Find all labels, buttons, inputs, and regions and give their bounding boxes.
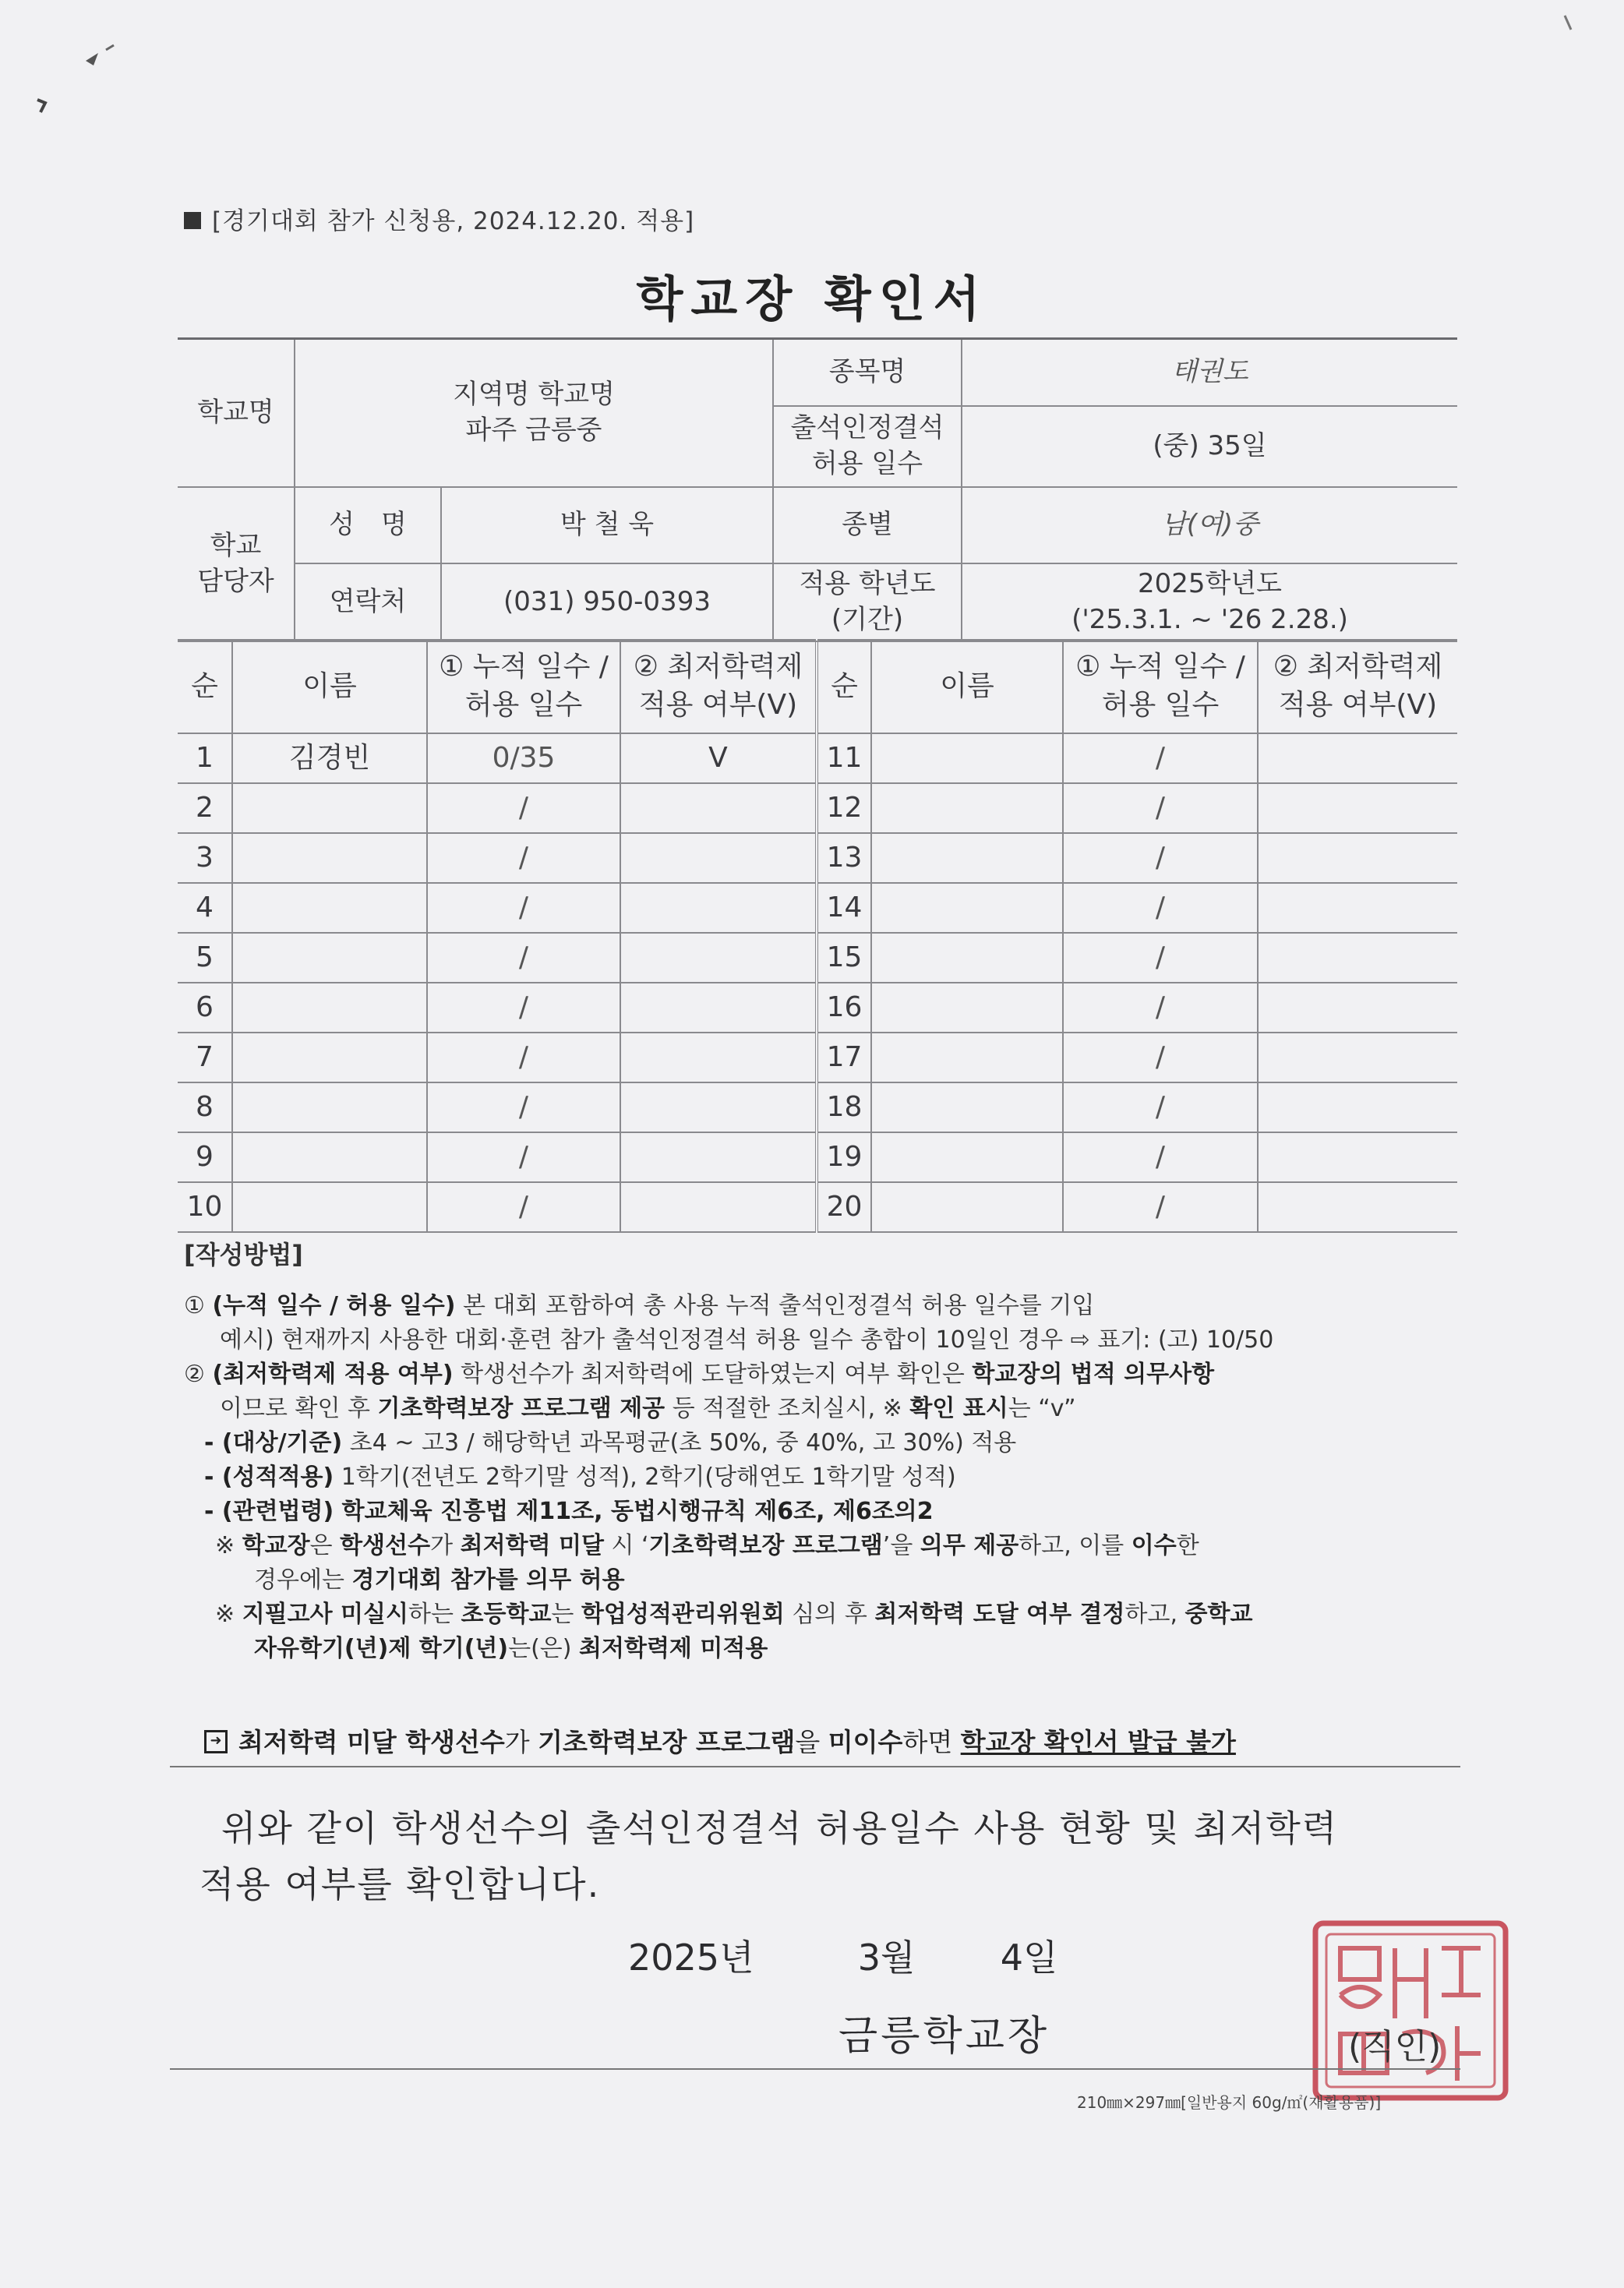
student-name	[871, 983, 1063, 1033]
min-check-cell	[620, 833, 817, 883]
year-cell	[962, 563, 1457, 641]
days-cell: /	[427, 1132, 620, 1182]
date-year: 2025년	[628, 1937, 754, 1979]
name-value: 박 철 욱	[441, 487, 773, 563]
days-cell: /	[1063, 1082, 1258, 1132]
row-number: 13	[817, 833, 871, 883]
table-row	[178, 1132, 1457, 1182]
min-check-cell	[620, 783, 817, 833]
sport-value: 태권도	[962, 339, 1457, 406]
row-number: 8	[178, 1082, 232, 1132]
row-number: 3	[178, 833, 232, 883]
roster-table	[178, 639, 1457, 1233]
official-seal	[1309, 1917, 1512, 2104]
school-header: 지역명 학교명	[453, 378, 615, 410]
student-name	[232, 1082, 427, 1132]
method-item-2: ② (최저학력제 적용 여부) 학생선수가 최저학력에 도달하였는지 여부 확인은 학교장의 법적 의무사항	[184, 1361, 1215, 1388]
min-check-cell	[620, 1082, 817, 1132]
student-name: 김경빈	[232, 733, 427, 783]
contact-value: (031) 950-0393	[441, 563, 773, 641]
method-target: - (대상/기준) 초4 ~ 고3 / 해당학년 과목평균(초 50%, 중 40%, 고 30%) 적용	[204, 1429, 1017, 1456]
manager-label: 학교 담당자	[178, 487, 295, 641]
student-name	[871, 883, 1063, 933]
student-name	[232, 1132, 427, 1182]
student-name	[871, 783, 1063, 833]
paper-spec: 210㎜×297㎜[일반용지 60g/㎡(재활용품)]	[1077, 2093, 1382, 2112]
table-row	[178, 783, 1457, 833]
row-number: 10	[178, 1182, 232, 1232]
year-value: 2025학년도	[1137, 567, 1283, 599]
student-name	[871, 833, 1063, 883]
student-name	[871, 1082, 1063, 1132]
days-cell: /	[1063, 1033, 1258, 1082]
roster-header-row	[178, 640, 1457, 733]
row-number: 12	[817, 783, 871, 833]
method-note-1: ※ 학교장은 학생선수가 최저학력 미달 시 ‘기초학력보장 프로그램’을 의무 제공하고, 이를 이수한	[215, 1532, 1199, 1559]
min-check-cell	[620, 883, 817, 933]
school-label: 학교명	[178, 339, 295, 487]
table-row	[178, 833, 1457, 883]
min-check-cell	[620, 1182, 817, 1232]
days-cell: /	[427, 983, 620, 1033]
min-check-cell	[620, 1033, 817, 1082]
absence-value: (중) 35일	[962, 406, 1457, 487]
method-note-2-cont: 자유학기(년)제 학기(년)는(은) 최저학력제 미적용	[254, 1635, 768, 1662]
table-row	[178, 1082, 1457, 1132]
form-tag: [경기대회 참가 신청용, 2024.12.20. 적용]	[184, 201, 694, 236]
notice-line: ➜ 최저학력 미달 학생선수가 기초학력보장 프로그램을 미이수하면 학교장 확인서 발급 불가	[204, 1722, 1236, 1759]
principal-title: 금릉학교장	[838, 2013, 1050, 2060]
student-name	[232, 933, 427, 983]
min-check-cell	[1258, 783, 1457, 833]
row-number: 20	[817, 1182, 871, 1232]
gender-label: 종별	[773, 487, 962, 563]
row-number: 19	[817, 1132, 871, 1182]
divider-bottom	[170, 2068, 1460, 2070]
school-value: 파주 금릉중	[465, 414, 602, 446]
divider-top	[170, 1766, 1460, 1767]
date-month: 3월	[857, 1937, 916, 1979]
statement-line-1: 위와 같이 학생선수의 출석인정결석 허용일수 사용 현황 및 최저학력	[221, 1807, 1339, 1849]
days-cell: /	[427, 783, 620, 833]
days-cell: /	[427, 833, 620, 883]
method-note-1-cont: 경우에는 경기대회 참가를 의무 허용	[254, 1566, 625, 1594]
days-cell: /	[427, 883, 620, 933]
student-name	[871, 1132, 1063, 1182]
school-cell	[295, 339, 773, 487]
year-label: 적용 학년도 (기간)	[773, 563, 962, 641]
row-number: 9	[178, 1132, 232, 1182]
min-check-cell	[1258, 733, 1457, 783]
date-day: 4일	[1000, 1937, 1058, 1979]
days-cell: 0/35	[427, 733, 620, 783]
days-cell: /	[427, 1082, 620, 1132]
min-check-cell	[620, 983, 817, 1033]
method-note-2: ※ 지필고사 미실시하는 초등학교는 학업성적관리위원회 심의 후 최저학력 도달 여부 결정하고, 중학교	[215, 1601, 1253, 1628]
method-item-1-example: 예시) 현재까지 사용한 대회·훈련 참가 출석인정결석 허용 일수 총합이 10일인 경우 ⇨ 표기: (고) 10/50	[220, 1326, 1274, 1354]
absence-label: 출석인정결석 허용 일수	[773, 406, 962, 487]
table-row	[178, 883, 1457, 933]
student-name	[232, 883, 427, 933]
page-title: 학교장 확인서	[636, 270, 988, 327]
year-period: ('25.3.1. ~ '26 2.28.)	[1071, 603, 1348, 635]
row-number: 4	[178, 883, 232, 933]
days-cell: /	[1063, 1132, 1258, 1182]
min-check-cell	[1258, 933, 1457, 983]
col-name-right: 이름	[871, 640, 1063, 733]
method-item-1: ① (누적 일수 / 허용 일수) 본 대회 포함하여 총 사용 누적 출석인정결석 허용 일수를 기입	[184, 1292, 1095, 1319]
min-check-cell	[1258, 833, 1457, 883]
table-row	[178, 983, 1457, 1033]
col-no-right: 순	[817, 640, 871, 733]
student-name	[871, 1033, 1063, 1082]
row-number: 7	[178, 1033, 232, 1082]
days-cell: /	[427, 1033, 620, 1082]
table-row	[178, 1033, 1457, 1082]
days-cell: /	[1063, 933, 1258, 983]
row-number: 14	[817, 883, 871, 933]
days-cell: /	[427, 1182, 620, 1232]
sign-date	[628, 1930, 1057, 1981]
seal-label: (직인)	[1348, 2027, 1442, 2067]
days-cell: /	[1063, 833, 1258, 883]
student-name	[871, 933, 1063, 983]
student-name	[871, 733, 1063, 783]
student-name	[232, 1182, 427, 1232]
col-no: 순	[178, 640, 232, 733]
min-check-cell	[1258, 883, 1457, 933]
row-number: 1	[178, 733, 232, 783]
confirmation-statement	[199, 1800, 1477, 1912]
min-check-cell: V	[620, 733, 817, 783]
student-name	[232, 983, 427, 1033]
contact-label: 연락처	[295, 563, 441, 641]
col-min-right: ② 최저학력제 적용 여부(V)	[1258, 640, 1457, 733]
row-number: 17	[817, 1033, 871, 1082]
student-name	[232, 783, 427, 833]
method-law: - (관련법령) 학교체육 진흥법 제11조, 동법시행규칙 제6조, 제6조의2	[204, 1498, 934, 1525]
col-name: 이름	[232, 640, 427, 733]
col-days-right: ① 누적 일수 / 허용 일수	[1063, 640, 1258, 733]
row-number: 5	[178, 933, 232, 983]
row-number: 11	[817, 733, 871, 783]
days-cell: /	[1063, 733, 1258, 783]
min-check-cell	[620, 933, 817, 983]
arrow-box-icon: ➜	[204, 1730, 228, 1753]
days-cell: /	[1063, 983, 1258, 1033]
min-check-cell	[1258, 1033, 1457, 1082]
days-cell: /	[1063, 783, 1258, 833]
name-label: 성 명	[295, 487, 441, 563]
info-table	[178, 337, 1457, 642]
method-heading: [작성방법]	[184, 1240, 303, 1269]
min-check-cell	[1258, 983, 1457, 1033]
method-section	[184, 1238, 1462, 1666]
table-row	[178, 933, 1457, 983]
row-number: 18	[817, 1082, 871, 1132]
row-number: 6	[178, 983, 232, 1033]
days-cell: /	[1063, 883, 1258, 933]
sport-label: 종목명	[773, 339, 962, 406]
method-item-2-cont: 이므로 확인 후 기초학력보장 프로그램 제공 등 적절한 조치실시, ※ 확인 표시는 “v”	[220, 1395, 1076, 1422]
min-check-cell	[1258, 1132, 1457, 1182]
gender-value: 남(여)중	[962, 487, 1457, 563]
table-row	[178, 1182, 1457, 1232]
col-days: ① 누적 일수 / 허용 일수	[427, 640, 620, 733]
col-min: ② 최저학력제 적용 여부(V)	[620, 640, 817, 733]
days-cell: /	[1063, 1182, 1258, 1232]
table-row	[178, 733, 1457, 783]
row-number: 15	[817, 933, 871, 983]
days-cell: /	[427, 933, 620, 983]
method-grades: - (성적적용) 1학기(전년도 2학기말 성적), 2학기(당해연도 1학기말 성적)	[204, 1464, 956, 1491]
student-name	[232, 1033, 427, 1082]
min-check-cell	[1258, 1182, 1457, 1232]
row-number: 2	[178, 783, 232, 833]
row-number: 16	[817, 983, 871, 1033]
student-name	[232, 833, 427, 883]
student-name	[871, 1182, 1063, 1232]
min-check-cell	[1258, 1082, 1457, 1132]
min-check-cell	[620, 1132, 817, 1182]
statement-line-2: 적용 여부를 확인합니다.	[199, 1863, 601, 1905]
